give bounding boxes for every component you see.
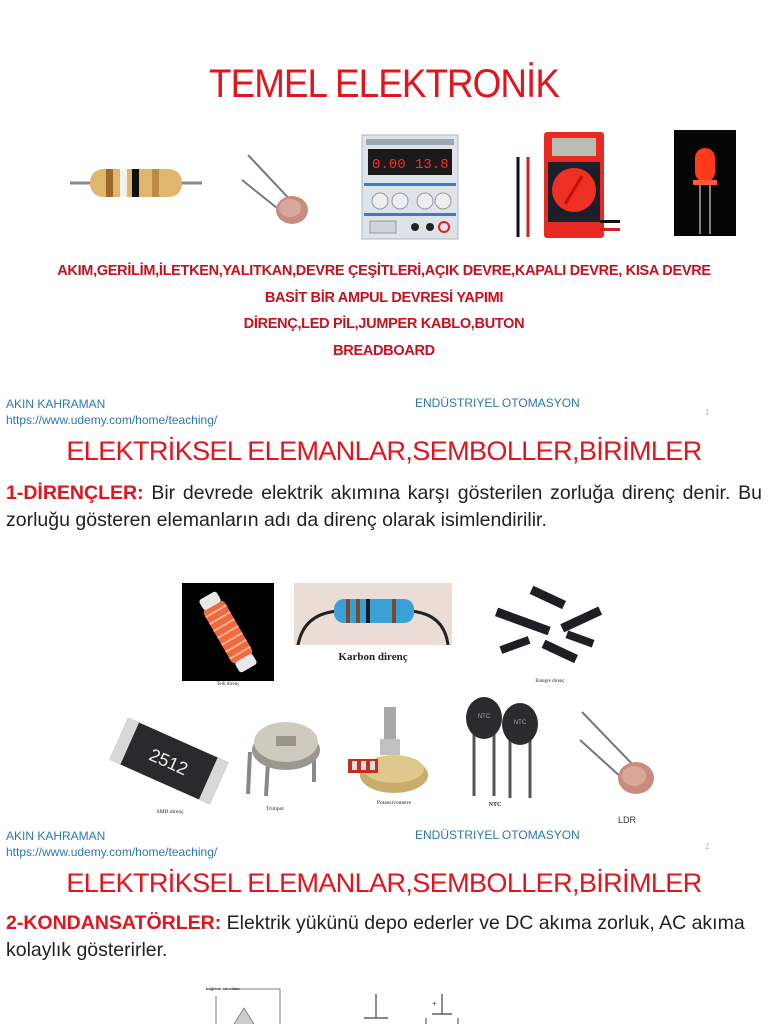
ps-left-display: 0.00	[372, 157, 406, 173]
caption-ldr: LDR	[618, 815, 637, 825]
trimpot-image	[238, 712, 326, 798]
slide3-body	[6, 910, 762, 964]
karbon-direnc-image	[294, 583, 452, 645]
svg-text:+: +	[432, 999, 437, 1008]
subtitle-line: BASİT BİR AMPUL DEVRESİ YAPIMI	[264, 289, 504, 306]
caption-karbon-direnc: Karbon direnç	[338, 651, 408, 663]
multimeter-image	[510, 132, 625, 240]
subtitle-line: DİRENÇ,LED PİL,JUMPER KABLO,BUTON	[243, 316, 525, 332]
footer-url[interactable]: https://www.udemy.com/home/teaching/	[6, 845, 218, 859]
section-lead-kondansatorler: 2-KONDANSATÖRLER:	[6, 912, 222, 934]
ldr-image	[240, 150, 320, 230]
ntc-image	[460, 696, 544, 800]
slide1-subtitle	[0, 258, 768, 364]
slide1-page-number: 1	[705, 408, 710, 417]
slide1-title: TEMEL ELEKTRONİK	[209, 62, 559, 106]
slide2-footer-left	[6, 828, 217, 860]
svg-text:NTC: NTC	[513, 720, 527, 726]
telli-direnc-image	[182, 583, 274, 681]
svg-text:bağlantı bacakları: bağlantı bacakları	[206, 986, 240, 991]
ldr-image-2	[576, 708, 662, 804]
caption-smd-direnc: SMD direnç	[156, 809, 184, 815]
slide2-footer-center: ENDÜSTRIYEL OTOMASYON	[415, 828, 580, 842]
resistor-image	[70, 160, 202, 206]
smd-direnc-image	[106, 712, 232, 810]
slide2-title: ELEKTRİKSEL ELEMANLAR,SEMBOLLER,BİRİMLER	[66, 436, 702, 466]
slide1-footer-center: ENDÜSTRIYEL OTOMASYON	[415, 396, 580, 410]
subtitle-line: AKIM,GERİLİM,İLETKEN,YALITKAN,DEVRE ÇEŞİTLERİ,AÇIK DEVRE,KAPALI DEVRE, KISA DEVRE	[57, 263, 711, 279]
entegre-direnc-image	[490, 585, 610, 675]
caption-ntc: NTC	[488, 802, 502, 808]
caption-potansiyometre: Potansiyometre	[376, 800, 412, 806]
section-lead-direncler: 1-DİRENÇLER:	[6, 482, 144, 504]
slide2-page-number: 2	[705, 842, 710, 851]
slide1-footer-left	[6, 396, 217, 428]
caption-telli-direnc: Telli direnç	[216, 682, 240, 687]
smd-code: 2512	[146, 744, 191, 780]
author-name: AKIN KAHRAMAN	[6, 829, 106, 843]
caption-trimpot: Trimpot	[266, 806, 284, 812]
slide3-title: ELEKTRİKSEL ELEMANLAR,SEMBOLLER,BİRİMLER	[66, 868, 702, 898]
section-body-text: Elektrik yükünü depo ederler ve DC akıma zorluk, AC akıma kolaylık gösterirler.	[6, 912, 745, 961]
subtitle-line: BREADBOARD	[333, 342, 435, 359]
polarized-capacitor-symbol	[420, 994, 464, 1024]
svg-text:NTC: NTC	[477, 714, 491, 720]
potansiyometre-image	[344, 703, 434, 799]
capacitor-diagram	[204, 984, 284, 1024]
author-name: AKIN KAHRAMAN	[6, 397, 106, 411]
capacitor-symbol	[360, 994, 400, 1024]
red-led-image	[674, 130, 736, 236]
footer-url[interactable]: https://www.udemy.com/home/teaching/	[6, 413, 218, 427]
caption-entegre-direnc: Entegre direnç	[535, 679, 565, 684]
ps-right-display: 13.8	[415, 157, 449, 173]
slide2-body	[6, 480, 762, 534]
section-body-text: Bir devrede elektrik akımına karşı gösterilen zorluğa direnç denir. Bu zorluğu gösteren elemanların adı da direnç olarak isimlendirilir.	[6, 482, 762, 531]
power-supply-image	[360, 133, 460, 241]
